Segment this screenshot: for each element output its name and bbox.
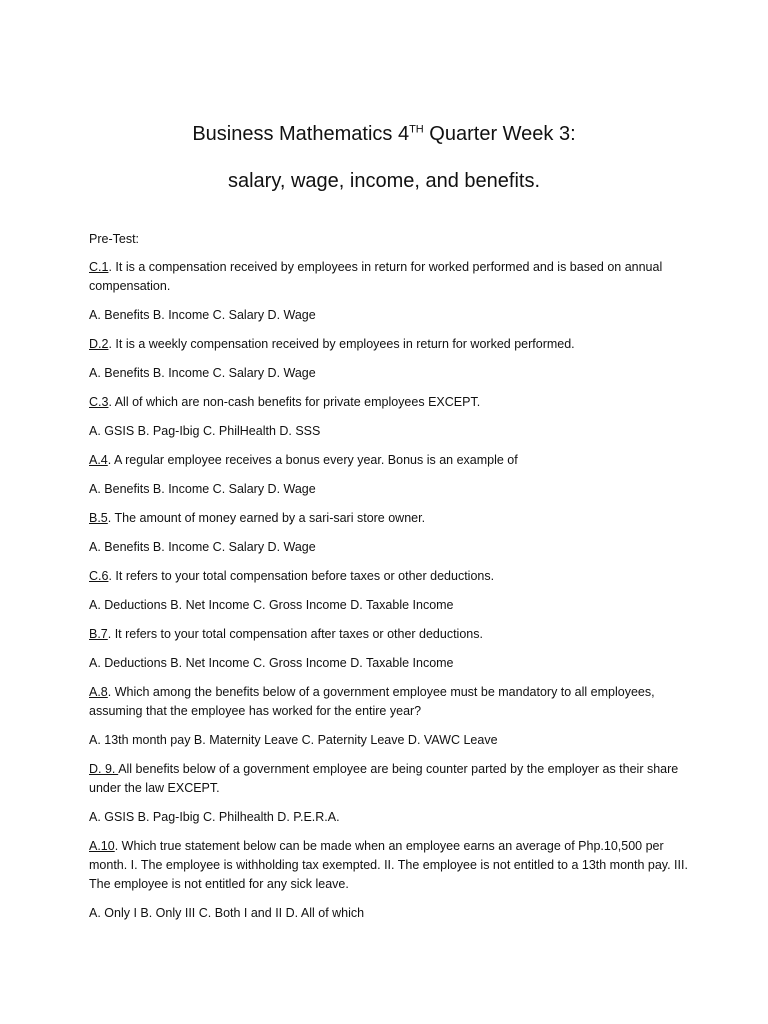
question-4-options: A. Benefits B. Income C. Salary D. Wage	[89, 482, 316, 496]
document-title	[0, 120, 768, 148]
question-7	[89, 625, 689, 644]
document-subtitle: salary, wage, income, and benefits.	[227, 170, 541, 192]
question-number: C.6	[89, 569, 109, 583]
question-6-options: A. Deductions B. Net Income C. Gross Income D. Taxable Income	[89, 598, 454, 612]
question-text: . It is a weekly compensation received by employees in return for worked performed.	[108, 337, 575, 351]
question-5-options: A. Benefits B. Income C. Salary D. Wage	[89, 540, 316, 554]
question-text: . It refers to your total compensation before taxes or other deductions.	[108, 569, 495, 583]
question-text: . Which true statement below can be made when an employee earns an average of Php.10,500 per month. I. The employee is withholding tax exempted. II. The employee is not entitled to a 13th month pay. III. The employee is not entitled for any sick leave.	[89, 839, 688, 891]
pretest-section	[89, 230, 689, 933]
question-number: C.3	[89, 395, 109, 409]
question-8	[89, 683, 689, 721]
title-suffix: Quarter Week 3:	[423, 123, 576, 145]
question-number: A.10	[89, 839, 115, 853]
question-number: D.2	[89, 337, 109, 351]
question-9	[89, 760, 689, 798]
pretest-label: Pre-Test:	[89, 232, 140, 246]
question-3	[89, 393, 689, 412]
question-text: . It refers to your total compensation after taxes or other deductions.	[107, 627, 483, 641]
question-text: . The amount of money earned by a sari-sari store owner.	[107, 511, 426, 525]
title-block	[0, 120, 768, 195]
question-number: A.8	[89, 685, 108, 699]
question-number: A.4	[89, 453, 108, 467]
question-4	[89, 451, 689, 470]
question-number: D. 9.	[89, 762, 119, 776]
question-text: . All of which are non-cash benefits for private employees EXCEPT.	[108, 395, 481, 409]
question-10	[89, 837, 689, 894]
question-1-options: A. Benefits B. Income C. Salary D. Wage	[89, 308, 316, 322]
question-7-options: A. Deductions B. Net Income C. Gross Income D. Taxable Income	[89, 656, 454, 670]
question-number: B.7	[89, 627, 108, 641]
question-text: . Which among the benefits below of a government employee must be mandatory to all employees, assuming that the employee has worked for the entire year?	[89, 685, 655, 718]
question-text: . A regular employee receives a bonus every year. Bonus is an example of	[107, 453, 518, 467]
question-5	[89, 509, 689, 528]
question-9-options: A. GSIS B. Pag-Ibig C. Philhealth D. P.E.R.A.	[89, 810, 340, 824]
question-8-options: A. 13th month pay B. Maternity Leave C. Paternity Leave D. VAWC Leave	[89, 733, 498, 747]
question-6	[89, 567, 689, 586]
question-text: All benefits below of a government employee are being counter parted by the employer as their share under the law EXCEPT.	[89, 762, 679, 795]
title-superscript: TH	[409, 123, 424, 136]
question-number: B.5	[89, 511, 108, 525]
question-number: C.1	[89, 260, 109, 274]
question-1	[89, 258, 689, 296]
question-3-options: A. GSIS B. Pag-Ibig C. PhilHealth D. SSS	[89, 424, 321, 438]
question-10-options: A. Only I B. Only III C. Both I and II D. All of which	[89, 906, 365, 920]
question-2-options: A. Benefits B. Income C. Salary D. Wage	[89, 366, 316, 380]
question-2	[89, 335, 689, 354]
question-text: . It is a compensation received by employees in return for worked performed and is based on annual compensation.	[89, 260, 663, 293]
title-prefix: Business Mathematics 4	[192, 123, 410, 145]
